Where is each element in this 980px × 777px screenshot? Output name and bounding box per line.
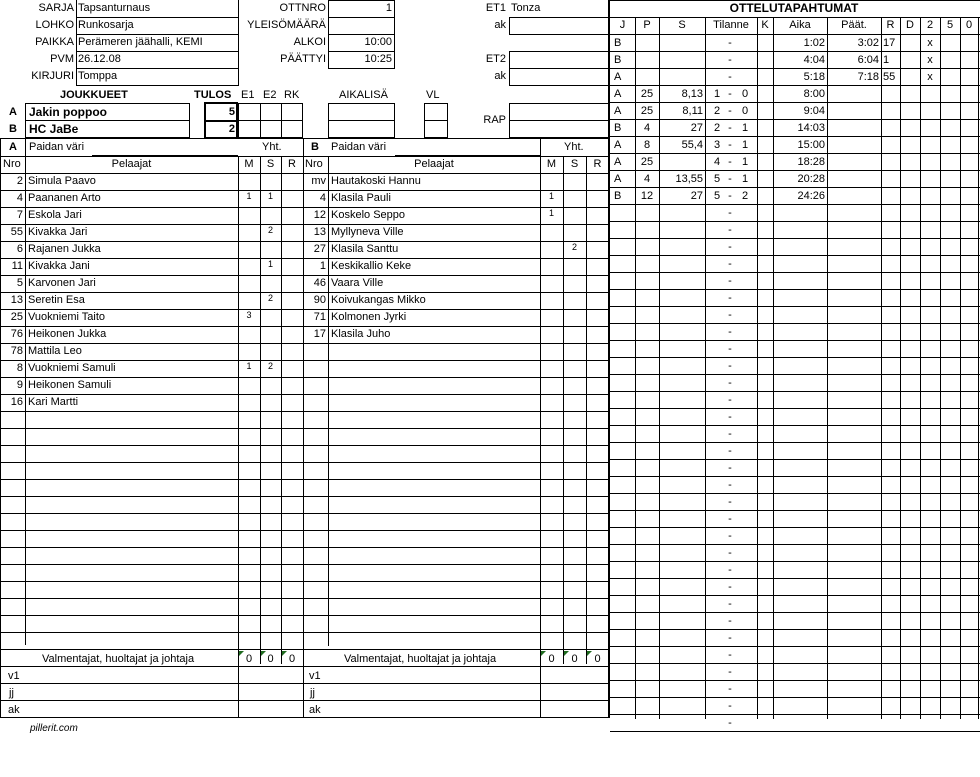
event-time: 20:28 bbox=[797, 173, 825, 185]
event-score-away: 1 bbox=[741, 122, 749, 134]
roster-b-player-name: Klasila Juho bbox=[331, 328, 391, 340]
joukkueet-label: JOUKKUEET bbox=[60, 89, 128, 101]
event-score-dash: - bbox=[728, 700, 732, 712]
event-team: B bbox=[614, 190, 622, 202]
roster-a-nro: 5 bbox=[16, 277, 23, 289]
roster-b-m: 1 bbox=[548, 208, 554, 218]
value-ottnro[interactable]: 1 bbox=[385, 2, 392, 14]
event-score-dash: - bbox=[728, 615, 732, 627]
event-score-dash: - bbox=[728, 360, 732, 372]
event-scorer: 25 bbox=[640, 156, 654, 168]
roster-a-player-name: Eskola Jari bbox=[28, 209, 82, 221]
roster-a-nro: 4 bbox=[16, 192, 23, 204]
roster-a-total-s: 0 bbox=[267, 653, 274, 665]
event-score-dash: - bbox=[728, 377, 732, 389]
event-score-dash: - bbox=[728, 394, 732, 406]
event-assist: 55,4 bbox=[681, 139, 703, 151]
event-score-dash: - bbox=[728, 632, 732, 644]
team-a-name[interactable]: Jakin poppoo bbox=[29, 105, 107, 119]
event-penalty-player: 55 bbox=[883, 71, 896, 83]
roster-a-nro: 78 bbox=[10, 345, 23, 357]
events-col-header-5: Aika bbox=[789, 19, 811, 31]
event-scorer: 25 bbox=[640, 105, 654, 117]
event-penalty-end: 7:18 bbox=[857, 71, 879, 83]
event-scorer: 8 bbox=[643, 139, 651, 151]
event-time: 8:00 bbox=[803, 88, 825, 100]
roster-b-ak-label: ak bbox=[309, 704, 321, 716]
roster-a-nro: 13 bbox=[10, 294, 23, 306]
roster-a-ak-label: ak bbox=[8, 704, 20, 716]
event-score-dash: - bbox=[728, 71, 732, 83]
events-col-header-8: D bbox=[906, 19, 914, 31]
roster-a-staff-label: Valmentajat, huoltajat ja johtaja bbox=[42, 653, 195, 665]
roster-b-pelaajat-header: Pelaajat bbox=[414, 158, 454, 170]
roster-a-yht-label: Yht. bbox=[262, 141, 282, 153]
events-col-header-10: 5 bbox=[946, 19, 954, 31]
event-scorer: 12 bbox=[640, 190, 654, 202]
value-paattyi[interactable]: 10:25 bbox=[364, 53, 392, 65]
event-team: B bbox=[614, 54, 622, 66]
roster-a-player-name: Vuokniemi Taito bbox=[28, 311, 106, 323]
event-team: A bbox=[614, 173, 622, 185]
events-col-header-0: J bbox=[619, 19, 626, 31]
label-et1: ET1 bbox=[485, 2, 506, 14]
value-et1[interactable]: Tonza bbox=[511, 2, 541, 14]
event-score-home: 5 bbox=[713, 173, 721, 185]
event-team: B bbox=[614, 37, 622, 49]
event-team: A bbox=[614, 88, 622, 100]
value-alkoi[interactable]: 10:00 bbox=[364, 36, 392, 48]
event-penalty-end: 6:04 bbox=[857, 54, 879, 66]
roster-b-nro: mv bbox=[311, 175, 326, 187]
label-paattyi: PÄÄTTYI bbox=[280, 53, 326, 65]
roster-b-s-header: S bbox=[570, 158, 579, 170]
roster-a-player-name: Paananen Arto bbox=[28, 192, 101, 204]
event-score-home: 3 bbox=[713, 139, 721, 151]
roster-a-nro: 6 bbox=[16, 243, 23, 255]
event-scorer: 4 bbox=[643, 122, 651, 134]
roster-a-player-name: Rajanen Jukka bbox=[28, 243, 101, 255]
event-score-dash: - bbox=[728, 207, 732, 219]
event-score-dash: - bbox=[728, 445, 732, 457]
event-score-dash: - bbox=[728, 88, 732, 100]
aikalisa-label: AIKALISÄ bbox=[339, 89, 388, 101]
roster-b-player-name: Kolmonen Jyrki bbox=[331, 311, 407, 323]
event-penalty-player: 1 bbox=[883, 54, 890, 66]
events-col-header-7: R bbox=[886, 19, 895, 31]
team-a-score[interactable]: 5 bbox=[228, 106, 235, 118]
roster-a-m-header: M bbox=[244, 158, 254, 170]
event-time: 9:04 bbox=[803, 105, 825, 117]
roster-a-player-name: Heikonen Jukka bbox=[28, 328, 107, 340]
event-team: A bbox=[614, 71, 622, 83]
roster-a-s: 2 bbox=[267, 361, 273, 371]
event-score-dash: - bbox=[728, 564, 732, 576]
event-penalty-end: 3:02 bbox=[857, 37, 879, 49]
event-score-dash: - bbox=[728, 513, 732, 525]
team-a-letter: A bbox=[9, 106, 17, 118]
roster-a-nro: 2 bbox=[16, 175, 23, 187]
event-score-dash: - bbox=[728, 462, 732, 474]
roster-b-yht-label: Yht. bbox=[564, 141, 584, 153]
event-score-dash: - bbox=[728, 241, 732, 253]
event-score-home: 2 bbox=[713, 122, 721, 134]
roster-b-v1-label: v1 bbox=[309, 670, 321, 682]
roster-a-total-r: 0 bbox=[288, 653, 296, 665]
event-score-dash: - bbox=[728, 598, 732, 610]
roster-b-m-header: M bbox=[546, 158, 557, 170]
roster-a-jj-label: jj bbox=[9, 687, 14, 699]
events-col-header-9: 2 bbox=[926, 19, 934, 31]
value-pvm[interactable]: 26.12.08 bbox=[78, 53, 121, 65]
roster-a-nro: 16 bbox=[10, 396, 23, 408]
events-col-header-11: 0 bbox=[965, 19, 973, 31]
team-b-score[interactable]: 2 bbox=[228, 123, 235, 135]
event-penalty-2min: x bbox=[927, 71, 933, 83]
roster-a-m: 1 bbox=[246, 361, 252, 371]
roster-a-paidan-vari-label: Paidan väri bbox=[29, 141, 85, 153]
event-time: 1:02 bbox=[803, 37, 825, 49]
vl-label: VL bbox=[426, 89, 440, 101]
event-score-dash: - bbox=[728, 581, 732, 593]
events-col-header-1: P bbox=[643, 19, 651, 31]
event-team: B bbox=[614, 122, 622, 134]
event-score-dash: - bbox=[728, 326, 732, 338]
label-ak-1: ak bbox=[494, 19, 506, 31]
tulos-label: TULOS bbox=[194, 89, 232, 101]
value-sarja[interactable]: Tapsanturnaus bbox=[78, 2, 151, 14]
roster-a-s: 2 bbox=[267, 293, 273, 303]
roster-b-nro: 90 bbox=[313, 294, 326, 306]
event-score-dash: - bbox=[728, 190, 732, 202]
roster-b-staff-label: Valmentajat, huoltajat ja johtaja bbox=[344, 653, 497, 665]
event-scorer: 25 bbox=[640, 88, 654, 100]
event-assist: 27 bbox=[690, 122, 703, 134]
event-score-dash: - bbox=[728, 122, 732, 134]
event-scorer: 4 bbox=[643, 173, 651, 185]
value-kirjuri[interactable]: Tomppa bbox=[78, 70, 118, 82]
event-score-dash: - bbox=[728, 479, 732, 491]
event-score-dash: - bbox=[728, 37, 732, 49]
event-score-away: 2 bbox=[741, 190, 749, 202]
event-score-dash: - bbox=[728, 649, 732, 661]
roster-b-nro-header: Nro bbox=[305, 158, 323, 170]
roster-a-m: 3 bbox=[246, 310, 252, 320]
roster-a-v1-label: v1 bbox=[8, 670, 20, 682]
event-score-dash: - bbox=[728, 717, 732, 729]
event-team: A bbox=[614, 105, 622, 117]
event-score-dash: - bbox=[728, 292, 732, 304]
roster-a-player-name: Kivakka Jari bbox=[28, 226, 88, 238]
value-paikka[interactable]: Perämeren jäähalli, KEMI bbox=[78, 36, 203, 48]
events-col-header-3: Tilanne bbox=[713, 19, 749, 31]
roster-a-s: 1 bbox=[267, 259, 273, 269]
event-score-home: 5 bbox=[713, 190, 721, 202]
roster-a-pelaajat-header: Pelaajat bbox=[111, 158, 152, 170]
event-assist: 8,13 bbox=[681, 88, 703, 100]
label-ak-2: ak bbox=[494, 70, 506, 82]
event-time: 18:28 bbox=[797, 156, 825, 168]
event-score-dash: - bbox=[728, 105, 732, 117]
roster-b-m: 1 bbox=[548, 191, 554, 201]
event-penalty-player: 17 bbox=[883, 37, 896, 49]
roster-a-m: 1 bbox=[246, 191, 252, 201]
event-score-dash: - bbox=[728, 156, 732, 168]
roster-a-player-name: Kari Martti bbox=[28, 396, 79, 408]
event-penalty-2min: x bbox=[927, 37, 933, 49]
roster-b-nro: 12 bbox=[313, 209, 326, 221]
label-sarja: SARJA bbox=[38, 2, 74, 14]
event-score-dash: - bbox=[728, 309, 732, 321]
label-lohko: LOHKO bbox=[35, 19, 74, 31]
event-score-dash: - bbox=[728, 683, 732, 695]
event-time: 4:04 bbox=[803, 54, 825, 66]
label-kirjuri: KIRJURI bbox=[31, 70, 74, 82]
roster-a-nro: 8 bbox=[16, 362, 23, 374]
label-pvm: PVM bbox=[50, 53, 74, 65]
roster-b-nro: 17 bbox=[313, 328, 326, 340]
event-score-dash: - bbox=[728, 666, 732, 678]
roster-a-nro: 11 bbox=[11, 260, 23, 272]
events-title: OTTELUTAPAHTUMAT bbox=[729, 1, 859, 15]
label-et2: ET2 bbox=[485, 53, 506, 65]
event-score-away: 0 bbox=[741, 105, 749, 117]
e2-label: E2 bbox=[263, 89, 277, 101]
roster-b-player-name: Klasila Santtu bbox=[331, 243, 399, 255]
roster-a-nro: 7 bbox=[16, 209, 23, 221]
event-time: 14:03 bbox=[797, 122, 825, 134]
roster-b-s: 2 bbox=[571, 242, 577, 252]
event-score-dash: - bbox=[728, 496, 732, 508]
event-score-dash: - bbox=[728, 224, 732, 236]
event-penalty-2min: x bbox=[927, 54, 933, 66]
roster-b-player-name: Keskikallio Keke bbox=[331, 260, 412, 272]
roster-b-paidan-vari-label: Paidan väri bbox=[331, 141, 387, 153]
roster-a-nro-header: Nro bbox=[3, 158, 21, 170]
event-score-dash: - bbox=[728, 411, 732, 423]
roster-b-player-name: Koivukangas Mikko bbox=[331, 294, 426, 306]
team-b-name[interactable]: HC JaBe bbox=[29, 122, 79, 136]
roster-a-player-name: Karvonen Jari bbox=[28, 277, 96, 289]
roster-b-total-r: 0 bbox=[594, 653, 601, 665]
event-score-dash: - bbox=[728, 54, 732, 66]
label-ottnro: OTTNRO bbox=[279, 2, 326, 14]
rk-label: RK bbox=[284, 89, 300, 101]
roster-a-player-name: Simula Paavo bbox=[28, 175, 96, 187]
roster-a-nro: 25 bbox=[10, 311, 23, 323]
event-score-home: 2 bbox=[713, 105, 721, 117]
roster-b-player-name: Vaara Ville bbox=[331, 277, 384, 289]
roster-a-player-name: Seretin Esa bbox=[28, 294, 85, 306]
value-lohko[interactable]: Runkosarja bbox=[78, 19, 134, 31]
roster-b-r-header: R bbox=[593, 158, 602, 170]
roster-b-jj-label: jj bbox=[310, 687, 315, 699]
event-assist: 27 bbox=[690, 190, 703, 202]
roster-a-player-name: Vuokniemi Samuli bbox=[28, 362, 116, 374]
roster-a-letter: A bbox=[9, 141, 17, 153]
event-score-away: 0 bbox=[741, 88, 749, 100]
footer-site: pillerit.com bbox=[30, 723, 78, 734]
roster-b-nro: 13 bbox=[313, 226, 326, 238]
label-rap: RAP bbox=[483, 114, 506, 126]
event-team: A bbox=[614, 139, 622, 151]
event-score-dash: - bbox=[728, 547, 732, 559]
label-yleisomaara: YLEISÖMÄÄRÄ bbox=[247, 19, 326, 31]
event-time: 24:26 bbox=[797, 190, 825, 202]
events-col-header-2: S bbox=[678, 19, 686, 31]
events-col-header-4: K bbox=[761, 19, 769, 31]
roster-b-player-name: Myllyneva Ville bbox=[331, 226, 404, 238]
event-assist: 13,55 bbox=[675, 173, 703, 185]
roster-b-player-name: Klasila Pauli bbox=[331, 192, 391, 204]
event-score-dash: - bbox=[728, 530, 732, 542]
event-score-home: 4 bbox=[713, 156, 721, 168]
event-score-dash: - bbox=[728, 258, 732, 270]
events-col-header-6: Päät. bbox=[841, 19, 867, 31]
roster-b-nro: 46 bbox=[313, 277, 326, 289]
roster-b-nro: 1 bbox=[319, 260, 326, 272]
roster-a-player-name: Mattila Leo bbox=[28, 345, 82, 357]
event-score-home: 1 bbox=[713, 88, 721, 100]
roster-a-nro: 76 bbox=[10, 328, 23, 340]
event-time: 5:18 bbox=[803, 71, 825, 83]
roster-a-nro: 9 bbox=[16, 379, 23, 391]
event-score-dash: - bbox=[728, 139, 732, 151]
event-score-dash: - bbox=[728, 428, 732, 440]
roster-a-nro: 55 bbox=[10, 226, 23, 238]
roster-b-letter: B bbox=[311, 141, 319, 153]
event-score-dash: - bbox=[728, 275, 732, 287]
label-paikka: PAIKKA bbox=[35, 36, 74, 48]
roster-b-total-s: 0 bbox=[571, 653, 578, 665]
roster-b-nro: 71 bbox=[313, 311, 326, 323]
roster-b-nro: 27 bbox=[313, 243, 326, 255]
event-score-away: 1 bbox=[741, 173, 749, 185]
roster-a-player-name: Heikonen Samuli bbox=[28, 379, 112, 391]
event-assist: 8,11 bbox=[682, 105, 703, 117]
roster-a-s-header: S bbox=[266, 158, 275, 170]
roster-b-total-m: 0 bbox=[548, 653, 555, 665]
roster-a-s: 1 bbox=[267, 191, 273, 201]
event-score-dash: - bbox=[728, 173, 732, 185]
roster-a-player-name: Kivakka Jani bbox=[28, 260, 90, 272]
label-alkoi: ALKOI bbox=[293, 36, 326, 48]
event-score-away: 1 bbox=[741, 156, 749, 168]
event-time: 15:00 bbox=[797, 139, 825, 151]
event-score-away: 1 bbox=[741, 139, 749, 151]
roster-a-s: 2 bbox=[267, 225, 273, 235]
roster-b-nro: 4 bbox=[319, 192, 326, 204]
roster-a-r-header: R bbox=[288, 158, 296, 170]
roster-b-player-name: Hautakoski Hannu bbox=[331, 175, 421, 187]
team-b-letter: B bbox=[9, 123, 17, 135]
e1-label: E1 bbox=[241, 89, 255, 101]
roster-a-total-m: 0 bbox=[245, 653, 253, 665]
roster-b-player-name: Koskelo Seppo bbox=[331, 209, 405, 221]
event-score-dash: - bbox=[728, 343, 732, 355]
event-team: A bbox=[614, 156, 622, 168]
